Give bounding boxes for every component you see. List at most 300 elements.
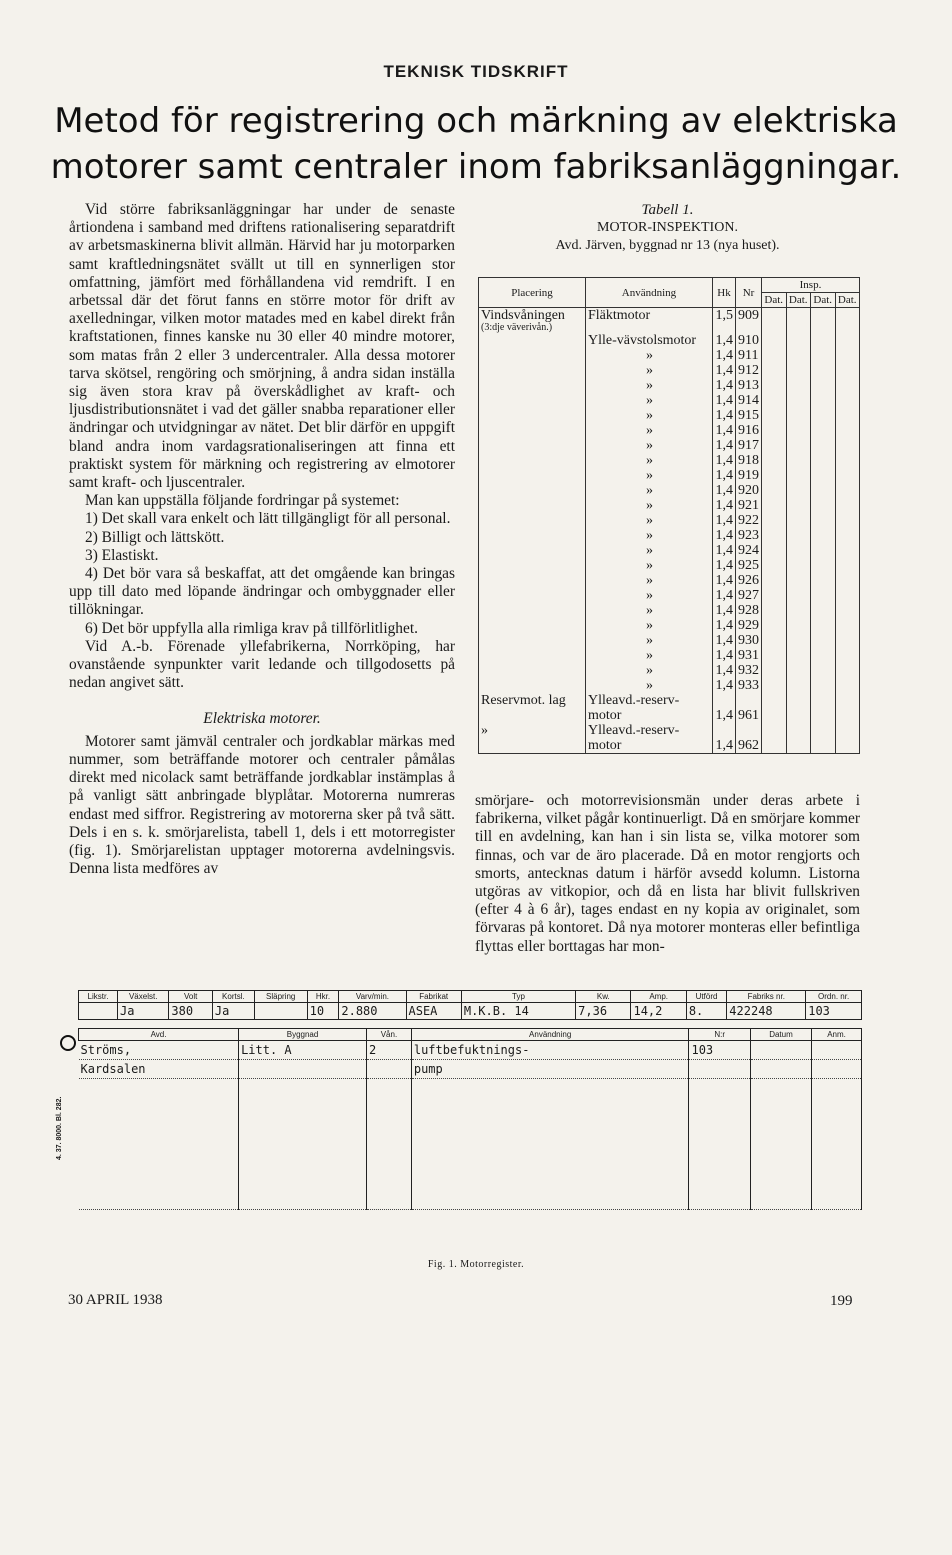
table-cell (811, 693, 836, 708)
table-cell (479, 393, 586, 408)
table-cell: 913 (736, 378, 762, 393)
table-cell (811, 308, 836, 334)
table-cell (835, 363, 860, 378)
table-cell: 1,4 (713, 468, 736, 483)
table-cell: Fläktmotor (586, 308, 713, 334)
table-cell (762, 543, 787, 558)
form-empty-cell (750, 1079, 811, 1210)
table-row (479, 363, 860, 378)
table-row (479, 498, 860, 513)
table-cell: 1,4 (713, 483, 736, 498)
table-cell: 933 (736, 678, 762, 693)
table-cell (835, 468, 860, 483)
table-cell (811, 393, 836, 408)
form-field-value (79, 1003, 118, 1020)
table-cell (479, 588, 586, 603)
section-heading: Elektriska motorer. (203, 710, 321, 728)
table-cell: 919 (736, 468, 762, 483)
form-field-value: 2.880 (339, 1003, 406, 1020)
table-row (479, 408, 860, 423)
table-cell: » (586, 468, 713, 483)
table-cell: Ylle-vävstolsmotor (586, 333, 713, 348)
col-header-insp: Insp. (762, 278, 860, 293)
table-cell: 915 (736, 408, 762, 423)
table-cell (762, 308, 787, 334)
form-empty-cell (812, 1079, 862, 1210)
form-field-value (254, 1003, 307, 1020)
table-cell (762, 333, 787, 348)
table-row (479, 333, 860, 348)
table-cell (811, 528, 836, 543)
table-row (479, 513, 860, 528)
table-cell (786, 603, 811, 618)
table-cell: 1,4 (713, 438, 736, 453)
form-field-label: Användning (411, 1029, 689, 1041)
form-field-value: ASEA (406, 1003, 461, 1020)
form-empty-cell (411, 1079, 689, 1210)
table-cell: » (586, 603, 713, 618)
form-field-value: 380 (169, 1003, 213, 1020)
table-cell (811, 423, 836, 438)
table-cell (835, 308, 860, 334)
table-cell (835, 708, 860, 723)
table-cell (811, 738, 836, 754)
table-row (479, 453, 860, 468)
table-cell (811, 618, 836, 633)
table-cell (786, 678, 811, 693)
table-cell (479, 633, 586, 648)
form-field-label: Datum (750, 1029, 811, 1041)
table-cell: Ylleavd.-reserv- (586, 723, 713, 738)
table-cell (479, 363, 586, 378)
table-cell (811, 438, 836, 453)
table-cell (762, 573, 787, 588)
table-cell: » (586, 678, 713, 693)
form-field-label: N:r (689, 1029, 750, 1041)
form-field-value: Kardsalen (79, 1060, 239, 1079)
table-cell: 1,4 (713, 573, 736, 588)
table-cell: » (586, 573, 713, 588)
form-field-label: Hkr. (307, 991, 339, 1003)
form-field-value (750, 1060, 811, 1079)
form-field-label: Likstr. (79, 991, 118, 1003)
table-cell (479, 573, 586, 588)
table-cell (786, 348, 811, 363)
form-field-value: Ja (118, 1003, 169, 1020)
table-cell (479, 348, 586, 363)
col-header-dat: Dat. (786, 293, 811, 308)
table-cell (762, 348, 787, 363)
table-cell: 921 (736, 498, 762, 513)
table-cell (479, 648, 586, 663)
table-row (479, 708, 860, 723)
table-cell (835, 423, 860, 438)
form-field-label: Utförd (686, 991, 726, 1003)
table-cell: 1,4 (713, 588, 736, 603)
table-cell (762, 438, 787, 453)
table-cell (762, 393, 787, 408)
table-cell: 910 (736, 333, 762, 348)
table-cell: » (586, 618, 713, 633)
table-cell (479, 708, 586, 723)
table-cell (835, 408, 860, 423)
form-field-value (812, 1060, 862, 1079)
table-row (479, 678, 860, 693)
col-header-dat: Dat. (762, 293, 787, 308)
left-column (69, 201, 455, 878)
table-cell (835, 573, 860, 588)
table-cell (835, 603, 860, 618)
table-cell (835, 633, 860, 648)
table-cell (762, 423, 787, 438)
table-cell: 1,4 (713, 513, 736, 528)
table-cell (479, 438, 586, 453)
table-cell: 1,4 (713, 498, 736, 513)
form-empty-cell (79, 1079, 239, 1210)
table-cell (811, 663, 836, 678)
table-subtitle: MOTOR-INSPEKTION. (597, 220, 738, 235)
table-cell-text: Vindsvåningen (481, 308, 565, 323)
form-code: 4. 37. 8000. Bl. 282. (56, 1096, 63, 1160)
table-row (479, 308, 860, 334)
table-cell (762, 408, 787, 423)
table-cell: 914 (736, 393, 762, 408)
motor-register-form (78, 990, 862, 1555)
table-cell: » (586, 408, 713, 423)
table-cell: 1,4 (713, 663, 736, 678)
table-cell: » (586, 528, 713, 543)
table-cell (811, 573, 836, 588)
table-cell: Ylleavd.-reserv- (586, 693, 713, 708)
table-cell (811, 468, 836, 483)
table-cell (762, 708, 787, 723)
form-field-label: Fabrikat (406, 991, 461, 1003)
table-cell (811, 723, 836, 738)
form-field-label: Vån. (367, 1029, 412, 1041)
table-cell (762, 558, 787, 573)
table-row (479, 603, 860, 618)
table-row (479, 588, 860, 603)
table-row (479, 723, 860, 738)
table-cell: 924 (736, 543, 762, 558)
table-cell (835, 348, 860, 363)
form-field-label: Ordn. nr. (806, 991, 862, 1003)
form-field-value: 14,2 (631, 1003, 686, 1020)
table-cell (786, 648, 811, 663)
form-field-value (750, 1041, 811, 1060)
table-cell (479, 528, 586, 543)
table-cell (786, 498, 811, 513)
table-cell (479, 453, 586, 468)
table-cell (479, 678, 586, 693)
table-cell (762, 468, 787, 483)
form-field-label: Typ (461, 991, 575, 1003)
table-cell: » (586, 483, 713, 498)
list-item: 6) Det bör uppfylla alla rimliga krav på tillförlitlighet. (85, 619, 418, 637)
col-header-anvandning: Användning (586, 278, 713, 308)
table-cell (786, 528, 811, 543)
table-cell (479, 558, 586, 573)
form-header-table (78, 990, 862, 1020)
table-cell (762, 648, 787, 663)
form-location-table (78, 1028, 862, 1210)
article-title: Metod för registrering och märkning av elektriska motorer samt centraler inom fabriksanläggningar. (50, 101, 902, 187)
table-cell: » (586, 348, 713, 363)
table-cell (479, 423, 586, 438)
table-cell (762, 513, 787, 528)
col-header-placering: Placering (479, 278, 586, 308)
table-cell: 931 (736, 648, 762, 663)
table-cell (713, 723, 736, 738)
table-cell (713, 693, 736, 708)
table-cell (479, 498, 586, 513)
form-field-value: luftbefuktnings- (411, 1041, 689, 1060)
journal-name: TEKNISK TIDSKRIFT (383, 62, 569, 81)
table-cell (811, 483, 836, 498)
form-field-label: Kw. (576, 991, 631, 1003)
table-cell: 1,4 (713, 378, 736, 393)
table-cell: 961 (736, 708, 762, 723)
form-field-value (367, 1060, 412, 1079)
table-cell: » (586, 453, 713, 468)
table-cell (786, 423, 811, 438)
table-cell (786, 693, 811, 708)
table-cell: 922 (736, 513, 762, 528)
col-header-dat: Dat. (811, 293, 836, 308)
table-cell: motor (586, 738, 713, 754)
form-field-value: 103 (806, 1003, 862, 1020)
table-cell (479, 378, 586, 393)
table-cell (811, 648, 836, 663)
table-cell: » (586, 558, 713, 573)
list-item: 2) Billigt och lättskött. (85, 528, 225, 546)
paragraph: Man kan uppställa följande fordringar på systemet: (85, 492, 400, 510)
table-cell (835, 393, 860, 408)
table-cell (811, 498, 836, 513)
table-cell (786, 558, 811, 573)
table-cell (835, 618, 860, 633)
form-field-value (239, 1060, 367, 1079)
table-cell (786, 633, 811, 648)
table-cell (786, 363, 811, 378)
table-cell (762, 618, 787, 633)
table-cell (811, 543, 836, 558)
table-cell (835, 513, 860, 528)
paragraph: Vid A.-b. Förenade yllefabrikerna, Norrköping, har ovanstående synpunkter varit ledande och tillgodosetts på nedan angivet sätt. (69, 637, 455, 692)
table-cell: 912 (736, 363, 762, 378)
table-cell (811, 633, 836, 648)
table-cell (835, 498, 860, 513)
table-cell (835, 678, 860, 693)
table-row (479, 633, 860, 648)
form-field-label: Volt (169, 991, 213, 1003)
table-cell (811, 678, 836, 693)
table-row (479, 468, 860, 483)
table-cell: » (586, 513, 713, 528)
table-row (479, 618, 860, 633)
table-cell (479, 618, 586, 633)
paragraph: Vid större fabriksanläggningar har under de senaste årtiondena i samband med driftens rationalisering separatdrift av arbetsmaskinerna blivit allmän. Härvid har ju motorparken samt kraftledningsnätet svällt ut till en synnerligen stor omfattning, jämfört med förhållandena vid remdrift. I en arbetssal där det förut fanns en större motor för drift av axelledningar, vilken motor matades med en kabel direkt från kraftstationen, finnes kanske nu 30 eller 40 mindre motorer, som matas från 2 eller 3 undercentraler. Alla dessa motorer tarva skötsel, rengöring och smörjning, å andra sidan inställa sig även stora krav på överskådlighet av kraft- och ljusdistributionsnätet i vad det gäller snabba reparationer eller ändringar och utvidgningar av nätet. Det blir därför en uppgift bland andra inom vardagsrationaliseringen att finna ett praktiskt system för märkning och registrering av elmotorer samt kraft- och ljuscentraler. (69, 201, 455, 492)
table-cell (835, 378, 860, 393)
table-cell (786, 408, 811, 423)
table-row (479, 693, 860, 708)
form-field-value (812, 1041, 862, 1060)
table-cell: 918 (736, 453, 762, 468)
table-cell (786, 378, 811, 393)
form-field-value: 103 (689, 1041, 750, 1060)
table-cell: 1,4 (713, 558, 736, 573)
table-cell (786, 588, 811, 603)
table-cell (811, 378, 836, 393)
table-cell: 1,4 (713, 738, 736, 754)
table-cell (811, 408, 836, 423)
table-cell (762, 603, 787, 618)
table-cell (786, 483, 811, 498)
table-cell: 917 (736, 438, 762, 453)
table-cell: 1,4 (713, 333, 736, 348)
form-field-value: Ja (212, 1003, 254, 1020)
page-number: 199 (830, 1293, 853, 1309)
form-field-label: Byggnad (239, 1029, 367, 1041)
list-item: 3) Elastiskt. (85, 546, 159, 564)
table-department: Avd. Järven, byggnad nr 13 (nya huset). (555, 238, 780, 253)
table-cell (786, 438, 811, 453)
table-cell (811, 513, 836, 528)
table-cell: 1,4 (713, 528, 736, 543)
table-cell: 927 (736, 588, 762, 603)
form-field-value: 10 (307, 1003, 339, 1020)
table-cell: Reservmot. lag (479, 693, 586, 708)
table-cell: » (479, 723, 586, 738)
form-field-value: 7,36 (576, 1003, 631, 1020)
table-cell: 1,4 (713, 603, 736, 618)
list-item: 1) Det skall vara enkelt och lätt tillgängligt för all personal. (85, 510, 451, 528)
table-cell (479, 468, 586, 483)
form-field-label: Växelst. (118, 991, 169, 1003)
table-row (479, 348, 860, 363)
table-cell: 1,4 (713, 408, 736, 423)
table-cell: » (586, 543, 713, 558)
table-cell (786, 308, 811, 334)
table-cell (479, 483, 586, 498)
table-cell: 1,4 (713, 633, 736, 648)
table-row (479, 558, 860, 573)
table-cell: 930 (736, 633, 762, 648)
table-cell (786, 453, 811, 468)
table-cell: 1,4 (713, 393, 736, 408)
table-cell: 1,4 (713, 678, 736, 693)
table-cell: 1,4 (713, 618, 736, 633)
table-cell (762, 588, 787, 603)
form-field-label: Släpring (254, 991, 307, 1003)
table-cell (479, 333, 586, 348)
paragraph: smörjare- och motorrevisionsmän under deras arbete i fabrikerna, vilket pågår kontinuerligt. Då en smörjare kommer till en avdelning, kan han i sin lista se, vilka motorer som finnas, och var de äro placerade. Då en motor rengjorts och smorts, antecknas datum i härför avsedd kolumn. Listorna utgöras av vitkopior, och då en lista har blivit fullskriven (efter 4 à 6 år), tages endast en ny kopia av originalet, som förvaras på kontoret. Då nya motorer monteras eller befintliga flyttas eller borttagas har mon- (475, 792, 860, 955)
table-cell: 916 (736, 423, 762, 438)
table-cell: 1,4 (713, 453, 736, 468)
table-cell (811, 603, 836, 618)
table-cell (811, 453, 836, 468)
table-cell: » (586, 498, 713, 513)
table-cell (786, 468, 811, 483)
table-caption (475, 201, 860, 255)
form-field-label: Kortsl. (212, 991, 254, 1003)
table-cell (835, 453, 860, 468)
table-cell: 929 (736, 618, 762, 633)
table-cell (479, 408, 586, 423)
col-header-hk: Hk (713, 278, 736, 308)
table-cell (786, 573, 811, 588)
table-cell (762, 453, 787, 468)
table-cell: » (586, 363, 713, 378)
table-cell (762, 678, 787, 693)
table-cell (786, 393, 811, 408)
form-field-label: Varv/min. (339, 991, 406, 1003)
figure-caption: Fig. 1. Motorregister. (427, 1259, 525, 1270)
table-cell: 1,5 (713, 308, 736, 334)
table-cell (835, 723, 860, 738)
table-cell (786, 543, 811, 558)
form-empty-cell (239, 1079, 367, 1210)
table-row (479, 378, 860, 393)
table-cell: » (586, 633, 713, 648)
table-cell: » (586, 588, 713, 603)
form-field-label: Avd. (79, 1029, 239, 1041)
table-cell: 962 (736, 738, 762, 754)
form-empty-cell (689, 1079, 750, 1210)
table-cell (479, 663, 586, 678)
table-cell (835, 738, 860, 754)
table-cell: 1,4 (713, 648, 736, 663)
table-cell (762, 738, 787, 754)
table-cell (762, 693, 787, 708)
form-field-value: Litt. A (239, 1041, 367, 1060)
table-cell (786, 723, 811, 738)
motor-inspection-table (478, 277, 860, 754)
paragraph: Motorer samt jämväl centraler och jordkablar märkas med nummer, som beträffande motorer och centraler påmålas direkt med nicolack samt beträffande jordkablar instämplas å på vanligt sätt anbringade blyplåtar. Motorerna numreras endast med siffror. Registrering av motorerna sker på två sätt. Dels i en s. k. smörjarelista, tabell 1, dels i ett motorregister (fig. 1). Smörjarelistan upptager motorerna avdelningsvis. Denna lista medföres av (69, 732, 455, 878)
table-cell (835, 663, 860, 678)
table-cell: 911 (736, 348, 762, 363)
form-field-value: pump (411, 1060, 689, 1079)
table-cell-note: (3:dje väverivån.) (481, 322, 553, 333)
table-cell: 1,4 (713, 348, 736, 363)
issue-date: 30 APRIL 1938 (68, 1292, 163, 1308)
table-cell (479, 543, 586, 558)
table-cell (762, 378, 787, 393)
table-cell (736, 693, 762, 708)
table-cell: 932 (736, 663, 762, 678)
table-cell (786, 708, 811, 723)
table-cell (811, 348, 836, 363)
table-cell: 928 (736, 603, 762, 618)
table-row (479, 648, 860, 663)
form-field-value: 2 (367, 1041, 412, 1060)
table-cell (811, 558, 836, 573)
table-row (479, 528, 860, 543)
form-field-label: Anm. (812, 1029, 862, 1041)
table-cell (786, 333, 811, 348)
table-cell (835, 543, 860, 558)
form-field-value: 8. (686, 1003, 726, 1020)
table-row (479, 543, 860, 558)
table-cell (736, 723, 762, 738)
table-cell (762, 498, 787, 513)
table-cell (786, 618, 811, 633)
table-cell (479, 513, 586, 528)
form-field-label: Fabriks nr. (727, 991, 806, 1003)
col-header-nr: Nr (736, 278, 762, 308)
table-cell (835, 333, 860, 348)
table-cell (835, 693, 860, 708)
